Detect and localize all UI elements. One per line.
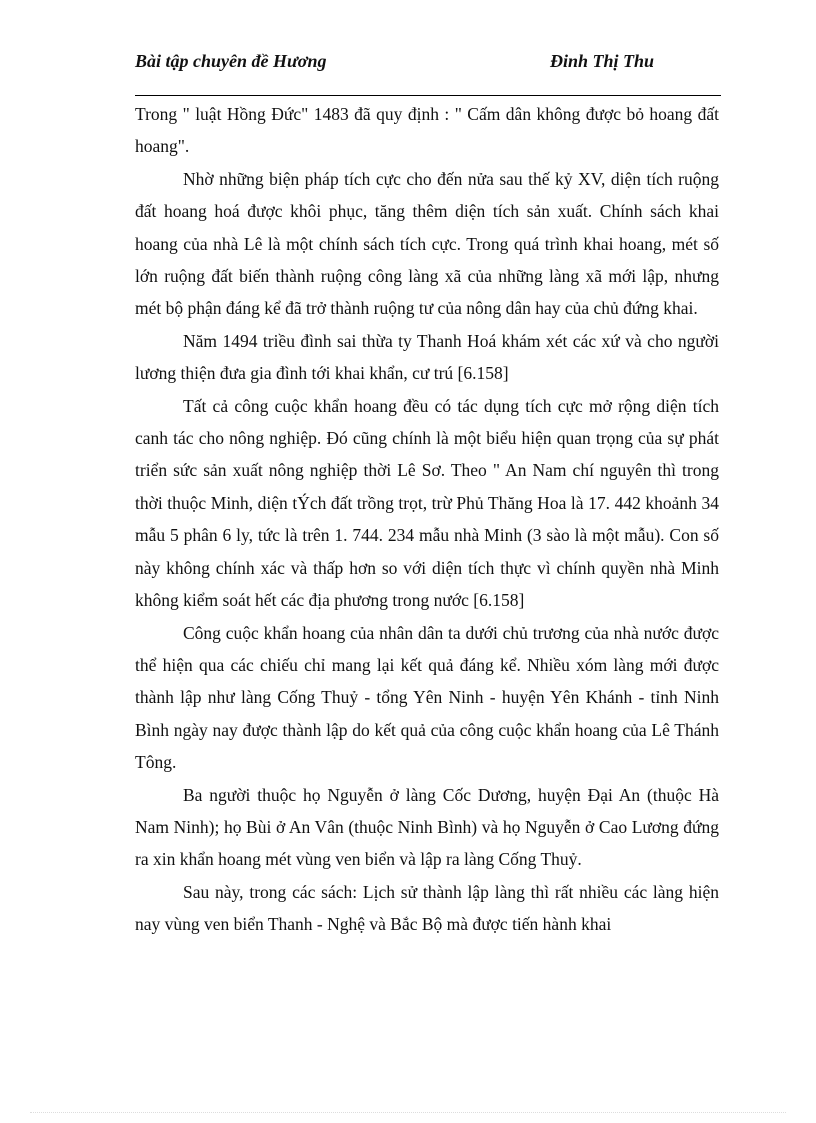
header-author: Đinh Thị Thu: [550, 51, 655, 71]
paragraph: Trong " luật Hồng Đức" 1483 đã quy định : " Cấm dân không được bỏ hoang đất hoang".: [135, 104, 719, 157]
page-header: [135, 50, 721, 96]
paragraph: Tất cả công cuộc khẩn hoang đều có tác dụng tích cực mở rộng diện tích canh tác cho nông nghiệp. Đó cũng chính là một biểu hiện quan trọng của sự phát triển sức sản xuất nông nghiệp thời Lê Sơ. Theo " An Nam chí nguyên thì trong thời thuộc Minh, diện tÝch đất trồng trọt, trừ Phủ Thăng Hoa là 17. 442 khoảnh 34 mẫu 5 phân 6 ly, tức là trên 1. 744. 234 mẫu nhà Minh (3 sào là một mẫu). Con số này không chính xác và thấp hơn so với diện tích thực vì chính quyền nhà Minh không kiểm soát hết các địa phương trong nước [6.158]: [135, 395, 719, 611]
document-body: [135, 98, 719, 941]
paragraph: Ba người thuộc họ Nguyễn ở làng Cốc Dương, huyện Đại An (thuộc Hà Nam Ninh); họ Bùi ở An Vân (thuộc Ninh Bình) và họ Nguyễn ở Cao Lương đứng ra xin khẩn hoang mét vùng ven biển và lập ra làng Cống Thuỷ.: [135, 784, 719, 870]
header-title: Bài tập chuyên đề Hương: [135, 51, 327, 71]
paragraph: Năm 1494 triều đình sai thừa ty Thanh Hoá khám xét các xứ và cho người lương thiện đưa gia đình tới khai khẩn, cư trú [6.158]: [135, 330, 719, 384]
paragraph: Nhờ những biện pháp tích cực cho đến nửa sau thế kỷ XV, diện tích ruộng đất hoang hoá được khôi phục, tăng thêm diện tích sản xuất. Chính sách khai hoang của nhà Lê là một chính sách tích cực. Trong quá trình khai hoang, mét số lớn ruộng đất biến thành ruộng công làng xã của những làng xã mới lập, nhưng mét bộ phận đáng kể đã trở thành ruộng tư của nông dân hay của chủ đứng khai.: [135, 168, 719, 319]
paragraph: Sau này, trong các sách: Lịch sử thành lập làng thì rất nhiều các làng hiện nay vùng ven biển Thanh - Nghệ và Bắc Bộ mà được tiến hành khai: [135, 881, 719, 935]
paragraph: Công cuộc khẩn hoang của nhân dân ta dưới chủ trương của nhà nước được thể hiện qua các chiếu chỉ mang lại kết quả đáng kể. Nhiều xóm làng mới được thành lập như làng Cống Thuỷ - tổng Yên Ninh - huyện Yên Khánh - tỉnh Ninh Bình ngày nay được thành lập do kết quả của công cuộc khẩn hoang của Lê Thánh Tông.: [135, 622, 719, 773]
footer-divider: [30, 1112, 786, 1113]
